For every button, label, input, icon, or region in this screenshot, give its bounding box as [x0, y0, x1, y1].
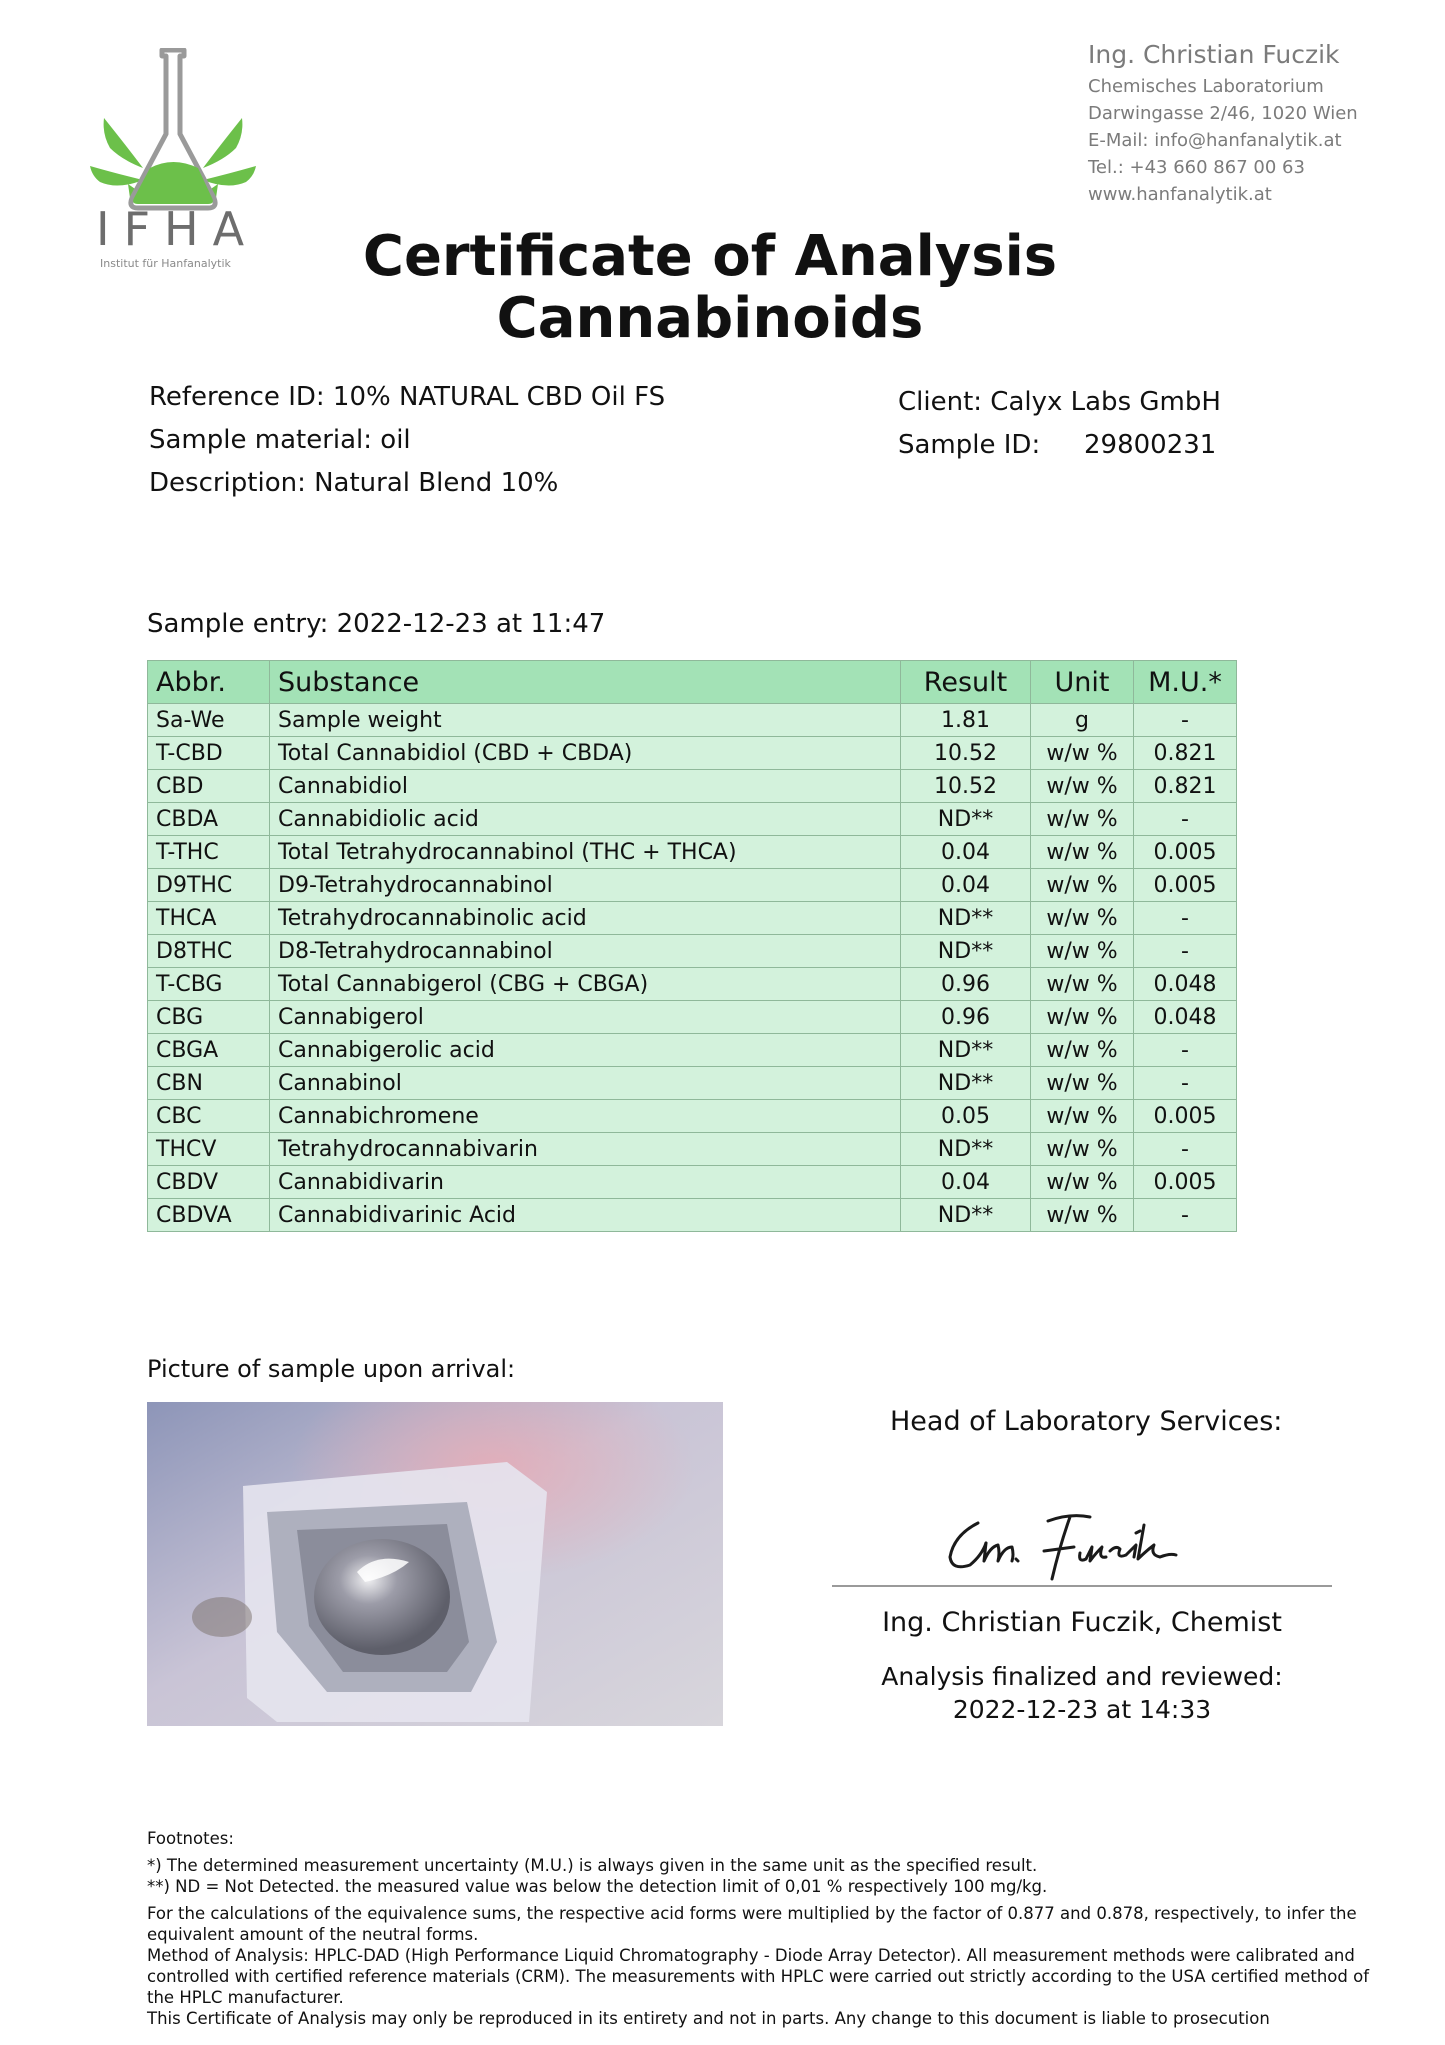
cell-abbr: D8THC — [148, 935, 270, 968]
cell-result: ND** — [901, 803, 1031, 836]
chemist-name: Ing. Christian Fuczik, Chemist — [882, 1607, 1282, 1638]
cell-abbr: D9THC — [148, 869, 270, 902]
cell-unit: w/w % — [1031, 1199, 1134, 1232]
logo-wordmark: IFHA — [96, 202, 259, 256]
footnote-nd: **) ND = Not Detected. the measured value was below the detection limit of 0,01 % respectively 100 mg/kg. — [147, 1877, 1048, 1896]
cell-substance: Cannabichromene — [270, 1100, 901, 1133]
cell-mu: 0.005 — [1134, 1166, 1237, 1199]
cell-result: 0.04 — [901, 1166, 1031, 1199]
table-row — [148, 968, 1237, 1001]
cell-mu: - — [1134, 803, 1237, 836]
cell-abbr: CBDV — [148, 1166, 270, 1199]
cell-unit: w/w % — [1031, 902, 1134, 935]
cell-abbr: T-CBD — [148, 737, 270, 770]
table-row — [148, 1166, 1237, 1199]
cell-mu: - — [1134, 1034, 1237, 1067]
cell-abbr: CBG — [148, 1001, 270, 1034]
lab-line: Chemisches Laboratorium — [1088, 76, 1324, 97]
cell-result: 0.96 — [901, 968, 1031, 1001]
title-line-1: Certificate of Analysis — [362, 224, 1058, 289]
footnote-equivalence: For the calculations of the equivalence sums, the respective acid forms were multiplied by the factor of 0.877 and 0.878, respectively, to infer the equivalent amount of the neutral forms. — [147, 1904, 1357, 1944]
cell-abbr: CBC — [148, 1100, 270, 1133]
table-row — [148, 836, 1237, 869]
table-row — [148, 869, 1237, 902]
footnotes-heading: Footnotes: — [147, 1829, 234, 1848]
cell-result: 10.52 — [901, 770, 1031, 803]
finalized-block — [832, 1660, 1332, 1726]
footnote-method: Method of Analysis: HPLC-DAD (High Performance Liquid Chromatography - Diode Array Detector). All measurement methods were calibrated and controlled with certified reference materials (CRM). The measurements with HPLC were carried out strictly according to the USA certified method of the HPLC manufacturer. — [147, 1946, 1370, 2007]
lab-name: Ing. Christian Fuczik — [1088, 40, 1340, 69]
column-header-unit: Unit — [1031, 661, 1134, 704]
cell-result: ND** — [901, 935, 1031, 968]
table-row — [148, 704, 1237, 737]
table-row — [148, 1067, 1237, 1100]
cell-substance: D8-Tetrahydrocannabinol — [270, 935, 901, 968]
sample-photo — [147, 1402, 723, 1726]
cell-substance: Cannabidiolic acid — [270, 803, 901, 836]
cell-substance: Sample weight — [270, 704, 901, 737]
photo-caption: Picture of sample upon arrival: — [147, 1355, 516, 1383]
column-header-result: Result — [901, 661, 1031, 704]
cell-abbr: THCV — [148, 1133, 270, 1166]
cell-mu: 0.005 — [1134, 869, 1237, 902]
cell-result: 10.52 — [901, 737, 1031, 770]
cell-unit: w/w % — [1031, 1001, 1134, 1034]
cell-abbr: THCA — [148, 902, 270, 935]
cell-abbr: T-CBG — [148, 968, 270, 1001]
table-body — [148, 704, 1237, 1232]
cell-unit: w/w % — [1031, 968, 1134, 1001]
cell-substance: Cannabigerolic acid — [270, 1034, 901, 1067]
finalized-date: 2022-12-23 at 14:33 — [952, 1695, 1212, 1724]
cell-unit: w/w % — [1031, 836, 1134, 869]
cell-substance: Total Tetrahydrocannabinol (THC + THCA) — [270, 836, 901, 869]
cell-mu: 0.048 — [1134, 1001, 1237, 1034]
cell-mu: 0.005 — [1134, 1100, 1237, 1133]
title-line-2: Cannabinoids — [496, 286, 924, 351]
table-header-row — [148, 661, 1237, 704]
lab-phone: Tel.: +43 660 867 00 63 — [1088, 157, 1305, 178]
cell-result: ND** — [901, 1133, 1031, 1166]
cell-unit: w/w % — [1031, 1166, 1134, 1199]
footnote-reproduction: This Certificate of Analysis may only be reproduced in its entirety and not in parts. Any change to this document is liable to prosecution — [147, 2009, 1270, 2028]
client-name: Client: Calyx Labs GmbH — [898, 387, 1221, 417]
logo-subtitle: Institut für Hanfanalytik — [100, 257, 231, 270]
cell-abbr: CBGA — [148, 1034, 270, 1067]
cell-substance: D9-Tetrahydrocannabinol — [270, 869, 901, 902]
footnotes — [147, 1828, 1372, 2029]
cell-result: ND** — [901, 1199, 1031, 1232]
sample-description: Description: Natural Blend 10% — [149, 468, 559, 498]
lab-email: E-Mail: info@hanfanalytik.at — [1088, 130, 1342, 151]
cell-abbr: CBDA — [148, 803, 270, 836]
cell-abbr: CBDVA — [148, 1199, 270, 1232]
cell-abbr: Sa-We — [148, 704, 270, 737]
cell-result: 0.04 — [901, 869, 1031, 902]
cell-unit: w/w % — [1031, 737, 1134, 770]
cell-substance: Cannabidivarinic Acid — [270, 1199, 901, 1232]
cell-result: 0.04 — [901, 836, 1031, 869]
cell-substance: Cannabidiol — [270, 770, 901, 803]
handwritten-signature — [940, 1495, 1240, 1585]
reference-id: Reference ID: 10% NATURAL CBD Oil FS — [149, 382, 666, 412]
table-row — [148, 737, 1237, 770]
cell-abbr: CBD — [148, 770, 270, 803]
results-table — [147, 660, 1237, 1232]
cell-mu: - — [1134, 935, 1237, 968]
cell-substance: Total Cannabigerol (CBG + CBGA) — [270, 968, 901, 1001]
cell-unit: w/w % — [1031, 1133, 1134, 1166]
sample-id-label: Sample ID: — [898, 430, 1041, 460]
table-row — [148, 935, 1237, 968]
cell-substance: Cannabigerol — [270, 1001, 901, 1034]
table-row — [148, 803, 1237, 836]
cell-unit: w/w % — [1031, 770, 1134, 803]
sample-id-value: 29800231 — [1084, 430, 1217, 460]
column-header-abbr: Abbr. — [148, 661, 270, 704]
cell-abbr: T-THC — [148, 836, 270, 869]
cell-unit: w/w % — [1031, 869, 1134, 902]
footnote-mu: *) The determined measurement uncertainty (M.U.) is always given in the same unit as the specified result. — [147, 1856, 1038, 1875]
table-row — [148, 1001, 1237, 1034]
cell-mu: 0.821 — [1134, 737, 1237, 770]
lab-website: www.hanfanalytik.at — [1088, 184, 1272, 205]
lab-address-block — [1088, 40, 1358, 208]
cell-substance: Tetrahydrocannabinolic acid — [270, 902, 901, 935]
cell-mu: - — [1134, 1133, 1237, 1166]
column-header-mu: M.U.* — [1134, 661, 1237, 704]
flask-icon — [131, 50, 215, 208]
cell-result: 1.81 — [901, 704, 1031, 737]
document-title — [300, 226, 1120, 350]
column-header-substance: Substance — [270, 661, 901, 704]
cell-result: 0.05 — [901, 1100, 1031, 1133]
table-row — [148, 902, 1237, 935]
table-row — [148, 1034, 1237, 1067]
cell-unit: w/w % — [1031, 1100, 1134, 1133]
table-row — [148, 770, 1237, 803]
cell-mu: - — [1134, 1067, 1237, 1100]
sample-entry: Sample entry: 2022-12-23 at 11:47 — [147, 609, 606, 639]
cell-substance: Cannabidivarin — [270, 1166, 901, 1199]
cell-mu: 0.048 — [1134, 968, 1237, 1001]
finalized-label: Analysis finalized and reviewed: — [881, 1662, 1283, 1691]
table-row — [148, 1100, 1237, 1133]
cell-result: ND** — [901, 1067, 1031, 1100]
cell-result: 0.96 — [901, 1001, 1031, 1034]
cell-unit: w/w % — [1031, 935, 1134, 968]
cell-mu: - — [1134, 704, 1237, 737]
cell-unit: w/w % — [1031, 1067, 1134, 1100]
table-row — [148, 1199, 1237, 1232]
sample-material: Sample material: oil — [149, 425, 411, 455]
cell-abbr: CBN — [148, 1067, 270, 1100]
cell-result: ND** — [901, 1034, 1031, 1067]
cell-result: ND** — [901, 902, 1031, 935]
cell-substance: Total Cannabidiol (CBD + CBDA) — [270, 737, 901, 770]
cell-unit: w/w % — [1031, 1034, 1134, 1067]
cell-substance: Tetrahydrocannabivarin — [270, 1133, 901, 1166]
cell-mu: 0.005 — [1134, 836, 1237, 869]
table-row — [148, 1133, 1237, 1166]
signature-line — [832, 1585, 1332, 1587]
lab-address: Darwingasse 2/46, 1020 Wien — [1088, 103, 1358, 124]
cell-mu: - — [1134, 1199, 1237, 1232]
cell-mu: 0.821 — [1134, 770, 1237, 803]
cell-unit: g — [1031, 704, 1134, 737]
cell-substance: Cannabinol — [270, 1067, 901, 1100]
cell-mu: - — [1134, 902, 1237, 935]
cell-unit: w/w % — [1031, 803, 1134, 836]
head-of-lab-label: Head of Laboratory Services: — [890, 1406, 1283, 1437]
